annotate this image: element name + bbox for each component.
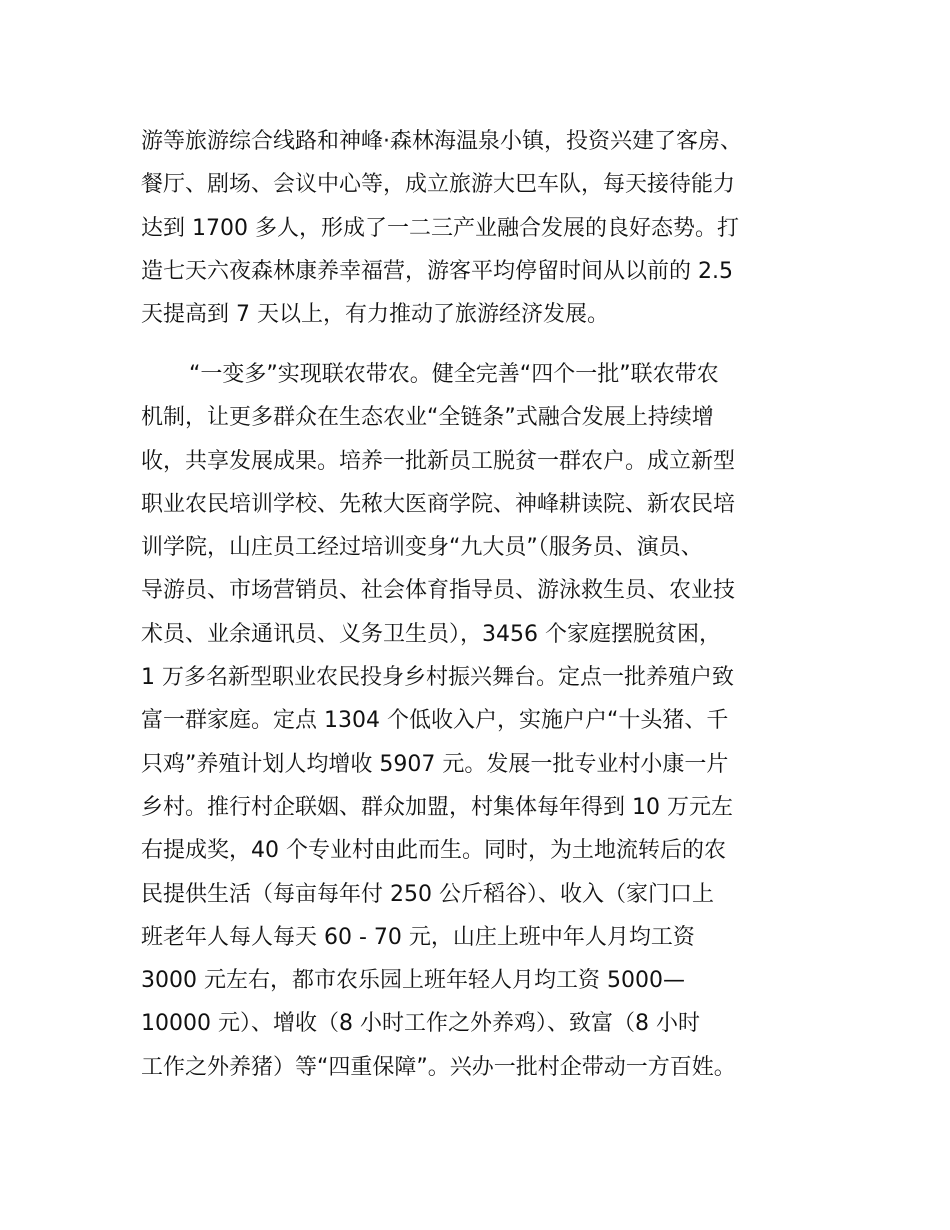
text-line: 1 万多名新型职业农民投身乡村振兴舞台。定点一批养殖户致 [141,665,734,691]
paragraph-tourism [141,120,831,336]
paragraph-farmer-linkage [141,353,831,1089]
text-line: 右提成奖，40 个专业村由此而生。同时，为土地流转后的农 [141,838,726,864]
text-line: 餐厅、剧场、会议中心等，成立旅游大巴车队，每天接待能力 [141,172,736,198]
text-line: 天提高到 7 天以上，有力推动了旅游经济发展。 [141,302,609,328]
text-line: 10000 元）、增收（8 小时工作之外养鸡）、致富（8 小时 [141,1011,700,1037]
text-line: 收，共享发展成果。培养一批新员工脱贫一群农户。成立新型 [141,448,736,474]
text-line: 造七天六夜森林康养幸福营，游客平均停留时间从以前的 2.5 [141,258,733,284]
text-line: 达到 1700 多人，形成了一二三产业融合发展的良好态势。打 [141,215,739,241]
text-line: 工作之外养猪）等“四重保障”。兴办一批村企带动一方百姓。 [141,1054,736,1080]
text-line: 乡村。推行村企联姻、群众加盟，村集体每年得到 10 万元左 [141,794,733,820]
text-line: 3000 元左右，都市农乐园上班年轻人月均工资 5000— [141,968,685,994]
text-line: “一变多”实现联农带农。健全完善“四个一批”联农带农 [189,362,719,387]
text-line: 机制，让更多群众在生态农业“全链条”式融合发展上持续增 [141,405,714,431]
text-line: 班老年人每人每天 60 - 70 元，山庄上班中年人月均工资 [141,924,695,950]
text-line: 只鸡”养殖计划人均增收 5907 元。发展一批专业村小康一片 [141,751,729,777]
text-line: 游等旅游综合线路和神峰·森林海温泉小镇，投资兴建了客房、 [141,129,742,154]
text-line: 富一群家庭。定点 1304 个低收入户，实施户户“十头猪、千 [141,708,729,734]
text-line: 导游员、市场营销员、社会体育指导员、游泳救生员、农业技 [141,578,736,604]
text-line: 民提供生活（每亩每年付 250 公斤稻谷）、收入（家门口上 [141,881,714,907]
text-line: 术员、业余通讯员、义务卫生员），3456 个家庭摆脱贫困， [141,621,721,647]
text-line: 职业农民培训学校、先秾大医商学院、神峰耕读院、新农民培 [141,491,736,517]
text-line: 训学院，山庄员工经过培训变身“九大员”（服务员、演员、 [141,535,703,561]
